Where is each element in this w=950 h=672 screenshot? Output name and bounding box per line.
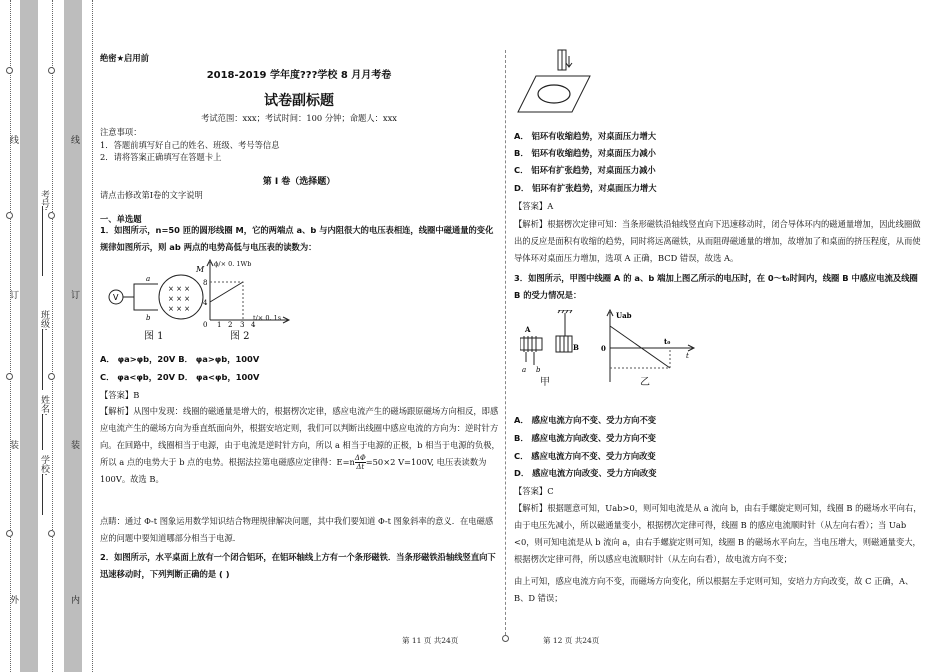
x-tick: 4 — [251, 321, 256, 328]
page-number-left: 第 11 页 共24页 — [402, 636, 459, 645]
figure-jia-caption: 甲 — [540, 377, 550, 388]
footer-circle — [502, 635, 509, 642]
field-school-label: 学校: — [39, 455, 49, 477]
q2-answer: 【答案】A — [514, 201, 554, 211]
y-tick: 4 — [203, 299, 208, 307]
binding-hole — [6, 530, 13, 537]
x-tick: 3 — [240, 321, 245, 328]
figure-1-caption: 图 1 — [144, 331, 164, 342]
binding-hole — [48, 373, 55, 380]
x-axis-label: t/× 0. 1s — [253, 314, 282, 322]
q3-option-c: C． 感应电流方向不变、受力方向改变 — [514, 451, 656, 461]
binding-mark: 内 — [69, 595, 79, 604]
binding-strip-inner — [64, 0, 82, 672]
q2-option-c: C． 铝环有扩张趋势，对桌面压力减小 — [514, 165, 656, 175]
q1-note: 点睛：通过 Φ-t 图象运用数学知识结合物理规律解决问题，其中我们要知道 Φ-t 图象斜率的意义．在电磁感应的问题中要知道哪部分相当于电源． — [100, 516, 494, 543]
x-tick: 2 — [228, 321, 233, 328]
column-divider — [505, 50, 506, 635]
uab-axis-label: Uab — [616, 311, 632, 320]
q1-answer: 【答案】B — [100, 390, 140, 400]
coil-b-label: B — [573, 343, 579, 352]
terminal-b-label: b — [536, 366, 541, 374]
question-3: 3．如图所示，甲图中线圈 A 的 a、b 端加上图乙所示的电压时，在 0～t₀时间内，线圈 B 中感应电流及线圈 B 的受力情况是： — [514, 273, 918, 300]
coil-a-label: A — [525, 325, 531, 334]
figure-yi-caption: 乙 — [640, 377, 650, 388]
binding-mark: 订 — [69, 290, 79, 299]
q2-explanation: 【解析】根据楞次定律可知：当条形磁铁沿轴线竖直向下迅速移动时，闭合导体环内的磁通量增加，因此线圈做出的反应是面积有收缩的趋势，同时将远离磁铁，从而阻碍磁通量的增加，故增加了和桌面的挤压程度，从而使导体环对桌面压力增加，选项 A 正确，BCD 错误，故选 A。 — [514, 219, 921, 263]
origin-label: 0 — [203, 321, 208, 328]
figure-magnet-ring — [516, 48, 592, 118]
binding-hole — [48, 67, 55, 74]
exam-meta: 考试范围：xxx；考试时间：100 分钟；命题人：xxx — [201, 113, 397, 123]
field-name-input[interactable] — [42, 415, 43, 450]
exam-title: 2018-2019 学年度???学校 8 月月考卷 — [206, 70, 392, 81]
field-number-label: 考号: — [39, 190, 49, 212]
binding-mark: 订 — [8, 290, 18, 299]
coil-label: M — [196, 265, 205, 274]
field-class-input[interactable] — [42, 330, 43, 390]
point-a-label: a — [146, 275, 151, 283]
q1-options-cd: C． φa<φb，20V D． φa<φb，100V — [100, 372, 260, 382]
y-axis-label: ϕ/× 0. 1Wb — [214, 260, 252, 268]
section-note: 请点击修改第I卷的文字说明 — [100, 190, 203, 200]
point-b-label: b — [146, 314, 151, 322]
t0-label: t₀ — [664, 337, 671, 346]
field-crosses: × × × — [168, 305, 191, 313]
q2-option-d: D． 铝环有扩张趋势，对桌面压力增大 — [514, 183, 657, 193]
notice-head: 注意事项： — [100, 127, 142, 137]
binding-mark: 装 — [8, 440, 18, 449]
field-crosses: × × × — [168, 285, 191, 293]
q3-explanation: 【解析】根据题意可知，Uab>0，则可知电流是从 a 流向 b，由右手螺旋定则可知，线圈 B 的磁场水平向右，由于电压先减小，所以磁通量变小，根据楞次定律可得，线圈 B 的感应电流顺时针（从左向右看）；当 Uab <0，则可知电流是从 b 流向 a，由右手螺旋定则可知，线圈 B 的磁场水平向左，当电压增大，则磁通量变大，根据楞次定律可得，所以感应电流顺时针（从左向右看），故电流方向不变； — [514, 503, 922, 564]
terminal-a-label: a — [522, 366, 527, 374]
binding-hole — [48, 530, 55, 537]
field-name-label: 姓名: — [39, 395, 49, 417]
figure-2-caption: 图 2 — [230, 331, 250, 342]
binding-hole — [6, 212, 13, 219]
cut-line-inner — [92, 0, 93, 672]
page-number-right: 第 12 页 共24页 — [543, 636, 600, 645]
notice-item: 2．请将答案正确填写在答题卡上 — [100, 152, 222, 162]
q1-options-ab: A． φa>φb，20V B． φa>φb，100V — [100, 354, 260, 364]
q3-answer: 【答案】C — [514, 486, 554, 496]
q3-conclusion: 由上可知，感应电流方向不变，而磁场方向变化，所以根据左手定则可知，安培力方向改变，故 C 正确，A、B、D 错误； — [514, 576, 914, 603]
q3-option-a: A． 感应电流方向不变、受力方向不变 — [514, 415, 657, 425]
q1-explanation: 【解析】从图中发现：线圈的磁通量是增大的，根据楞次定律，感应电流产生的磁场跟原磁场方向相反，即感应电流产生的磁场方向为垂直纸面向外，根据安培定则，我们可以判断出线圈中感应电流的方向为：逆时针方向。在回路中，线圈相当于电源，由于电流是逆时针方向，所以 a 相当于电源的正极，b 相当于电源的负极，所以 a 点的电势大于 b 点的电势。根据法拉第电磁感应定律得：E=n $\frac{\Delta\Phi}{\Delta t}$ =50×2 V=100V, 电压表读数为 100V。故选 B。 — [100, 406, 500, 484]
binding-mark: 外 — [8, 595, 18, 604]
exam-subtitle: 试卷副标题 — [264, 93, 334, 109]
binding-strip-outer — [20, 0, 38, 672]
figure-jia-coils — [520, 310, 580, 375]
question-1: 1．如图所示，n=50 匝的圆形线圈 M，它的两端点 a、b 与内阻很大的电压表相连，线圈中磁通量的变化规律如图所示，则 ab 两点的电势高低与电压表的读数为： — [100, 225, 494, 252]
q3-option-b: B． 感应电流方向改变、受力方向不变 — [514, 433, 656, 443]
fraction: $\frac{\Delta\Phi}{\Delta t}$ — [354, 454, 366, 471]
binding-mark: 装 — [69, 440, 79, 449]
q3-option-d: D． 感应电流方向改变、受力方向改变 — [514, 468, 657, 478]
section-title: 第 I 卷（选择题） — [262, 177, 336, 187]
field-crosses: × × × — [168, 295, 191, 303]
q2-option-b: B． 铝环有收缩趋势，对桌面压力减小 — [514, 148, 656, 158]
q2-option-a: A． 铝环有收缩趋势，对桌面压力增大 — [514, 131, 657, 141]
question-2: 2．如图所示，水平桌面上放有一个闭合铝环，在铝环轴线上方有一个条形磁铁．当条形磁铁沿轴线竖直向下迅速移动时，下列判断正确的是 ( ) — [100, 552, 496, 579]
binding-mark: 线 — [8, 135, 18, 144]
binding-hole — [48, 212, 55, 219]
cut-line-middle — [52, 0, 53, 672]
binding-mark: 线 — [69, 135, 79, 144]
field-school-input[interactable] — [42, 475, 43, 515]
origin-label: 0 — [601, 344, 606, 353]
binding-hole — [6, 67, 13, 74]
voltmeter-label: V — [113, 293, 119, 302]
field-number-input[interactable] — [42, 206, 43, 276]
t-axis-label: t — [686, 352, 689, 360]
confidential-label: 绝密★启用前 — [100, 53, 149, 63]
part-title: 一、单选题 — [100, 214, 142, 224]
figure-yi-graph — [598, 308, 698, 384]
x-tick: 1 — [217, 321, 222, 328]
binding-hole — [6, 373, 13, 380]
field-class-label: 班级: — [39, 310, 49, 332]
y-tick: 8 — [203, 279, 208, 287]
cut-line-outer — [10, 0, 11, 672]
notice-item: 1．答题前填写好自己的姓名、班级、考号等信息 — [100, 140, 280, 150]
